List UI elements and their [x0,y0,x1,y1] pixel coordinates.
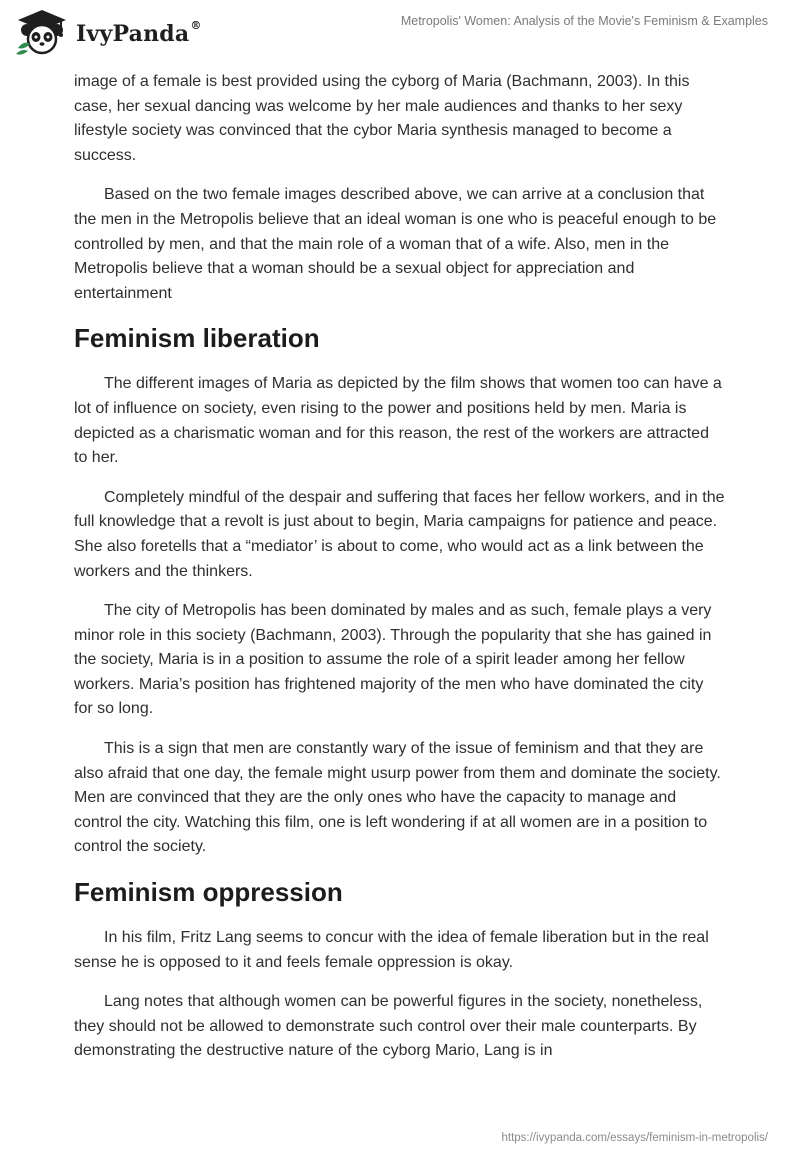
registered-mark: ® [190,18,202,32]
page-header [0,0,800,66]
paragraph: The city of Metropolis has been dominated by males and as such, female plays a very minor role in this society (Bachmann, 2003). Through the popularity that she has gained in the society, Maria is in a position to assume the role of a spirit leader among her fellow workers. Maria’s position has frightened majority of the men who have dominated the city for so long. [74,602,712,718]
paragraph: image of a female is best provided using the cyborg of Maria (Bachmann, 2003). In this case, her sexual dancing was welcome by her male audiences and thanks to her sexy lifestyle society was convinced that the cybor Maria synthesis managed to become a success. [74,73,690,164]
ivypanda-logo[interactable] [14,8,202,56]
paragraph: The different images of Maria as depicted by the film shows that women too can have a lot of influence on society, even rising to the power and positions held by men. Maria is depicted as a charismatic woman and for this reason, the rest of the workers are attracted to her. [74,375,722,467]
essay-body [74,70,726,1079]
document-title: Metropolis' Women: Analysis of the Movie's Feminism & Examples [400,14,768,28]
section-heading-feminism-oppression: Feminism oppression [74,877,343,908]
paragraph: This is a sign that men are constantly wary of the issue of feminism and that they are also afraid that one day, the female might usurp power from them and dominate the society. Men are convinced that they are the only ones who have the capacity to manage and control the city. Watching this film, one is left wondering if at all women are in a position to control the society. [74,740,721,856]
brand-name: IvyPanda® [76,18,202,47]
source-url[interactable]: https://ivypanda.com/essays/feminism-in-metropolis/ [501,1132,768,1144]
paragraph: Based on the two female images described above, we can arrive at a conclusion that the men in the Metropolis believe that an ideal woman is one who is peaceful enough to be controlled by men, and that the main role of a woman that of a wife. Also, men in the Metropolis believe that a woman should be a sexual object for appreciation and entertainment [74,186,717,302]
paragraph: Lang notes that although women can be powerful figures in the society, nonetheless, they should not be allowed to demonstrate such control over their male counterparts. By demonstrating the destructive nature of the cyborg Mario, Lang is in [74,993,703,1060]
panda-graduate-logo-icon [14,8,70,56]
paragraph: Completely mindful of the despair and suffering that faces her fellow workers, and in the full knowledge that a revolt is just about to begin, Maria campaigns for patience and peace. She also foretells that a “mediator’ is about to come, who would act as a link between the workers and the thinkers. [74,488,725,580]
section-heading-feminism-liberation: Feminism liberation [74,323,320,354]
paragraph: In his film, Fritz Lang seems to concur with the idea of female liberation but in the real sense he is opposed to it and feels female oppression is okay. [74,929,709,971]
